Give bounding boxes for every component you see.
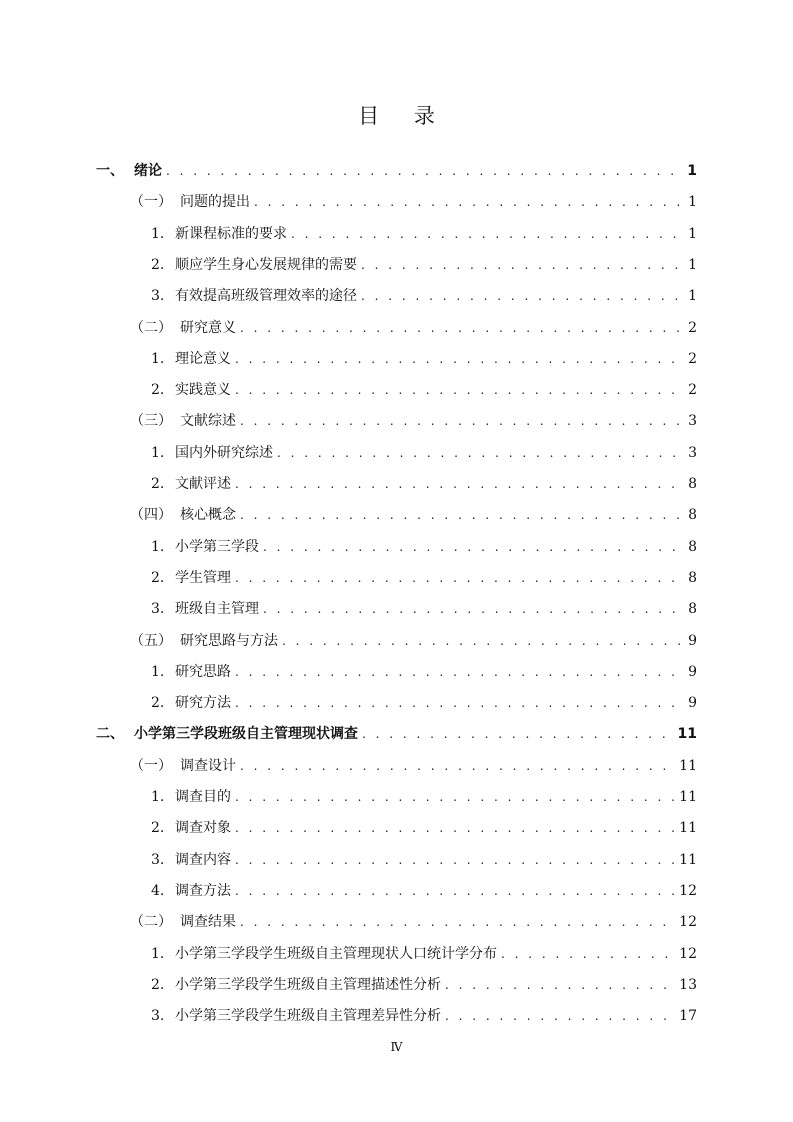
page-title: 目 录 <box>358 104 449 128</box>
toc-entry[interactable] <box>151 688 697 719</box>
toc-entry-number: 1. <box>151 350 165 367</box>
toc-entry-title: 研究方法 <box>175 695 231 712</box>
toc-entry-page: 8 <box>688 601 697 618</box>
toc-entry[interactable] <box>151 469 697 500</box>
toc-entry-number: （一） <box>130 194 172 211</box>
toc-entry-number: 二、 <box>96 726 124 743</box>
dot-leader <box>445 1001 675 1032</box>
toc-entry[interactable] <box>151 876 697 907</box>
dot-leader <box>235 563 684 594</box>
dot-leader <box>240 313 684 344</box>
dot-leader <box>235 657 684 688</box>
dot-leader <box>235 845 675 876</box>
toc-entry-page: 2 <box>688 382 697 399</box>
dot-leader <box>235 782 675 813</box>
toc-entry-number: 一、 <box>96 163 124 179</box>
toc-entry[interactable] <box>151 845 697 876</box>
toc-entry[interactable] <box>151 281 697 312</box>
toc-entry-page: 11 <box>679 820 697 837</box>
toc-entry-title: 调查设计 <box>180 757 236 774</box>
toc-entry[interactable] <box>151 375 697 406</box>
toc-entry-page: 8 <box>688 538 697 555</box>
toc-entry-page: 11 <box>677 726 697 743</box>
toc-entry-page: 13 <box>679 976 697 993</box>
toc-entry-title: 国内外研究综述 <box>175 444 273 461</box>
toc-entry-title: 理论意义 <box>175 350 231 367</box>
toc-entry-title: 有效提高班级管理效率的途径 <box>175 288 357 305</box>
toc-entry-number: 2. <box>151 256 165 273</box>
toc-entry-number: 1. <box>151 663 165 680</box>
dot-leader <box>240 406 684 437</box>
toc-entry-page: 2 <box>688 319 697 336</box>
toc-entry-title: 调查目的 <box>175 789 231 805</box>
toc-entry-page: 8 <box>688 569 697 586</box>
toc-entry-page: 1 <box>687 163 697 179</box>
toc-entry-page: 17 <box>679 1008 697 1025</box>
toc-entry-page: 1 <box>688 288 697 305</box>
toc-entry[interactable] <box>151 1001 697 1032</box>
toc-entry[interactable] <box>151 657 697 688</box>
toc-entry-number: （五） <box>130 632 172 649</box>
toc-entry[interactable] <box>130 313 697 344</box>
toc-entry[interactable] <box>130 500 697 531</box>
dot-leader <box>254 187 684 218</box>
toc-entry-number: （二） <box>130 914 172 931</box>
toc-entry-title: 文献综述 <box>180 413 236 430</box>
dot-leader <box>240 751 675 782</box>
dot-leader <box>166 156 683 187</box>
toc-entry-number: 2. <box>151 976 165 993</box>
toc-entry-title: 研究意义 <box>180 319 236 336</box>
toc-entry[interactable] <box>130 751 697 782</box>
toc-entry-page: 12 <box>679 914 697 931</box>
toc-entry-number: （一） <box>130 757 172 774</box>
toc-entry[interactable] <box>151 970 697 1001</box>
toc-entry-number: 1. <box>151 444 165 461</box>
toc-entry-number: 2. <box>151 382 165 399</box>
toc-entry-page: 9 <box>688 663 697 680</box>
dot-leader <box>235 688 684 719</box>
dot-leader <box>291 219 684 250</box>
toc-entry[interactable] <box>151 438 697 469</box>
toc-entry[interactable] <box>151 813 697 844</box>
toc-entry-title: 调查方法 <box>175 882 231 899</box>
toc-entry-number: 3. <box>151 288 165 305</box>
toc-entry-title: 小学第三学段学生班级自主管理差异性分析 <box>175 1008 441 1025</box>
toc-entry-page: 1 <box>688 194 697 211</box>
toc-entry-page: 8 <box>688 507 697 524</box>
toc-entry-page: 1 <box>688 225 697 242</box>
toc-entry-title: 实践意义 <box>175 382 231 399</box>
toc-entry-page: 9 <box>688 632 697 649</box>
dot-leader <box>445 970 675 1001</box>
toc-entry-title: 小学第三学段 <box>175 538 259 555</box>
toc-entry-page: 1 <box>688 256 697 273</box>
toc-entry[interactable] <box>151 344 697 375</box>
dot-leader <box>361 250 684 281</box>
toc-entry-page: 9 <box>688 695 697 712</box>
dot-leader <box>361 281 684 312</box>
dot-leader <box>277 438 684 469</box>
toc-entry-page: 12 <box>679 945 697 962</box>
toc-entry-title: 调查内容 <box>175 851 231 868</box>
toc-entry[interactable] <box>96 156 697 187</box>
dot-leader <box>362 719 674 750</box>
toc-entry-title: 班级自主管理 <box>175 601 259 618</box>
toc-entry[interactable] <box>151 563 697 594</box>
toc-entry-title: 研究思路与方法 <box>180 632 278 649</box>
toc-entry-number: （三） <box>130 413 172 430</box>
toc-entry[interactable] <box>151 594 697 625</box>
toc-entry-title: 学生管理 <box>175 569 231 586</box>
dot-leader <box>282 626 684 657</box>
toc-entry-title: 小学第三学段学生班级自主管理描述性分析 <box>175 976 441 993</box>
dot-leader <box>263 532 684 563</box>
toc-entry[interactable] <box>151 782 697 813</box>
toc-entry-number: 1. <box>151 789 165 805</box>
toc-entry-title: 调查结果 <box>180 914 236 931</box>
toc-entry-number: 3. <box>151 1008 165 1025</box>
toc-entry-page: 11 <box>679 851 697 868</box>
toc-entry-number: 4. <box>151 882 165 899</box>
toc-entry-title: 小学第三学段学生班级自主管理现状人口统计学分布 <box>175 945 497 962</box>
toc-entry-title: 新课程标准的要求 <box>175 225 287 242</box>
toc-entry-number: 3. <box>151 851 165 868</box>
toc-entry-number: 2. <box>151 820 165 837</box>
dot-leader <box>235 469 684 500</box>
toc-entry-number: 2. <box>151 476 165 492</box>
toc-entry-number: 3. <box>151 601 165 618</box>
toc-entry-page: 11 <box>679 757 697 774</box>
toc-entry-page: 11 <box>679 789 697 805</box>
dot-leader <box>263 594 684 625</box>
toc-entry-title: 小学第三学段班级自主管理现状调查 <box>134 726 358 743</box>
toc-entry[interactable] <box>151 939 697 970</box>
toc-entry-number: 2. <box>151 569 165 586</box>
toc-entry-title: 绪论 <box>134 163 162 179</box>
toc-entry-page: 2 <box>688 350 697 367</box>
page-number-footer: Ⅳ <box>390 1040 403 1054</box>
toc-entry[interactable] <box>130 907 697 938</box>
dot-leader <box>240 500 684 531</box>
toc-entry[interactable] <box>151 532 697 563</box>
toc-entry[interactable] <box>130 626 697 657</box>
toc-entry[interactable] <box>130 406 697 437</box>
toc-entry-title: 调查对象 <box>175 820 231 837</box>
toc-entry-title: 顺应学生身心发展规律的需要 <box>175 256 357 273</box>
dot-leader <box>240 907 675 938</box>
dot-leader <box>235 813 675 844</box>
toc-entry-number: 1. <box>151 538 165 555</box>
dot-leader <box>235 375 684 406</box>
toc-entry[interactable] <box>130 187 697 218</box>
toc-entry-page: 8 <box>688 476 697 492</box>
toc-entry-page: 12 <box>679 882 697 899</box>
dot-leader <box>235 344 684 375</box>
toc-entry-number: 2. <box>151 695 165 712</box>
toc-entry-number: （四） <box>130 507 172 524</box>
toc-entry-number: （二） <box>130 319 172 336</box>
toc-entry[interactable] <box>151 250 697 281</box>
toc-entry-number: 1. <box>151 225 165 242</box>
toc-entry-title: 研究思路 <box>175 663 231 680</box>
toc-entry-page: 3 <box>688 413 697 430</box>
toc-entry-page: 3 <box>688 444 697 461</box>
toc-entry-title: 文献评述 <box>175 476 231 492</box>
toc-entry[interactable] <box>96 719 697 750</box>
dot-leader <box>501 939 675 970</box>
dot-leader <box>235 876 675 907</box>
toc-entry-title: 核心概念 <box>180 507 236 524</box>
toc-entry-number: 1. <box>151 945 165 962</box>
toc-entry[interactable] <box>151 219 697 250</box>
toc-entry-title: 问题的提出 <box>180 194 250 211</box>
